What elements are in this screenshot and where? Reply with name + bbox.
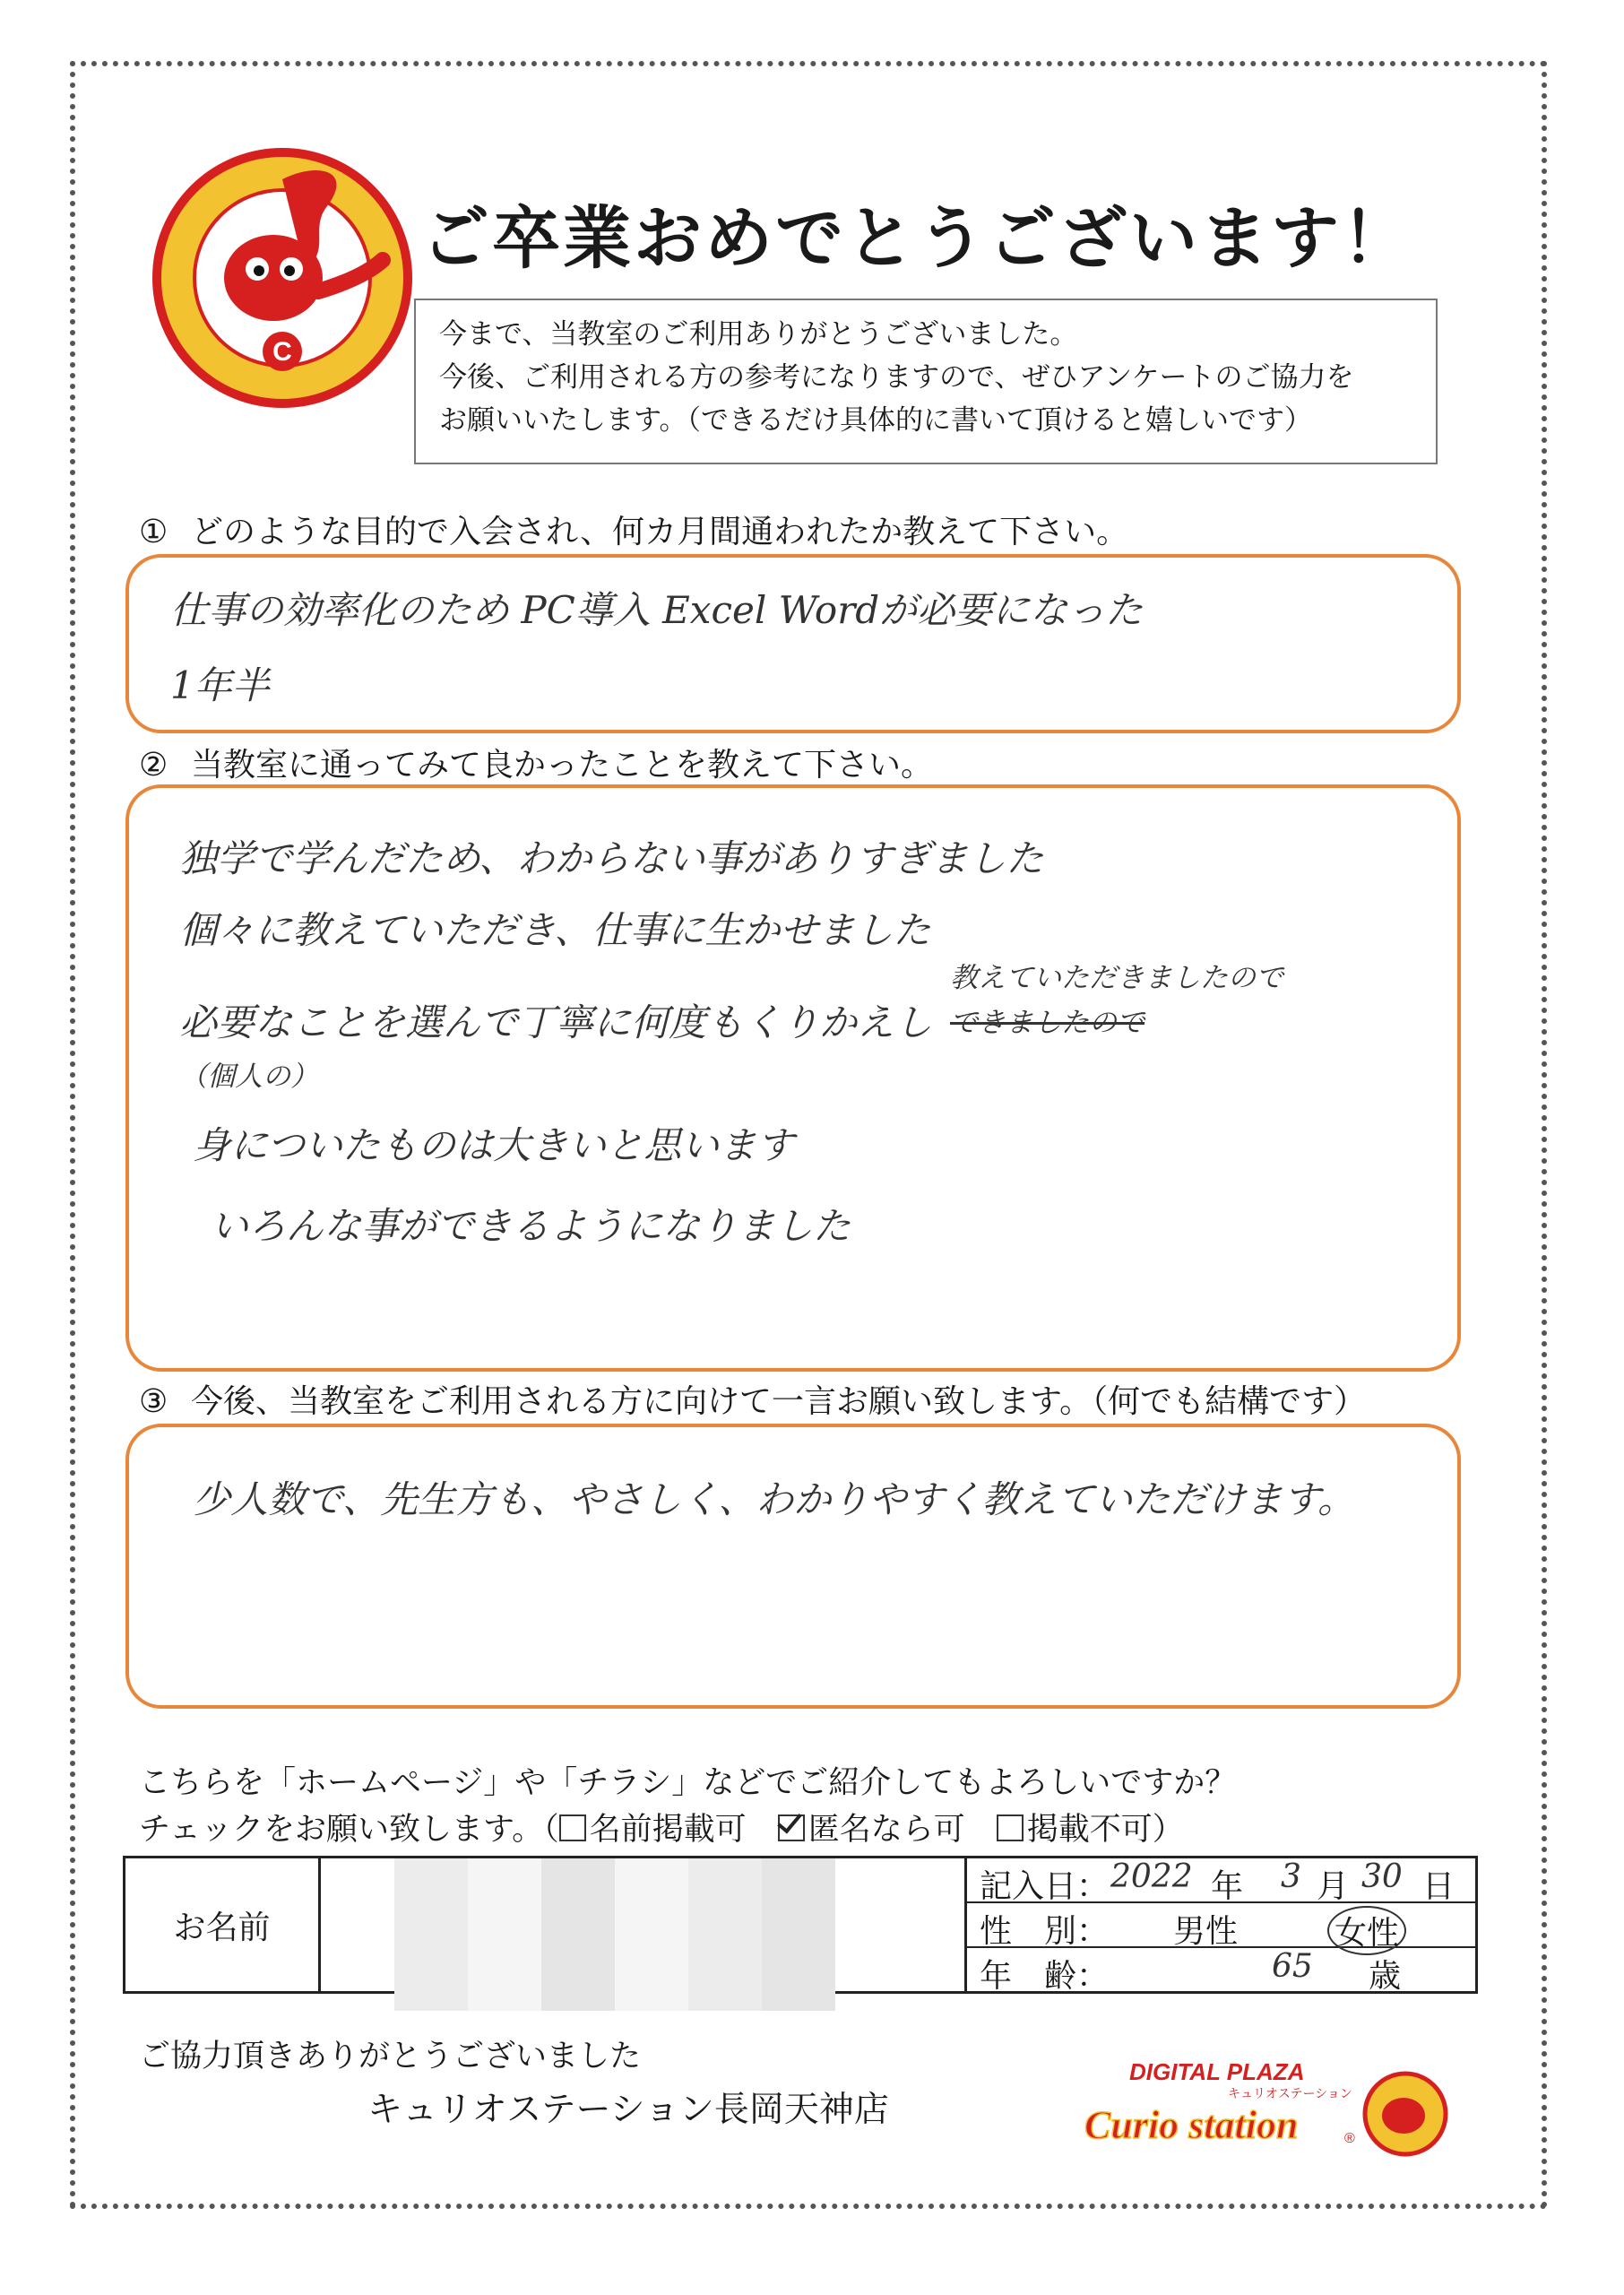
handwritten-answer: （個人の） — [179, 1061, 318, 1093]
svg-text:C: C — [272, 337, 292, 367]
store-name: キュリオステーション長岡天神店 — [367, 2090, 889, 2130]
consent-options — [139, 1806, 1236, 1853]
question-number: ① — [139, 514, 168, 550]
consent-question: こちらを「ホームページ」や「チラシ」などでご紹介してもよろしいですか？ — [139, 1765, 1237, 1801]
intro-line: 今後、ご利用される方の参考になりますので、ぜひアンケートのご協力を — [439, 361, 1354, 394]
name-label: お名前 — [125, 1858, 320, 1993]
gender-female-circled[interactable]: 女性 — [1327, 1906, 1406, 1955]
meta-cell — [966, 1858, 1477, 1993]
date-month: 3 — [1281, 1858, 1301, 1895]
question-number: ③ — [139, 1383, 168, 1420]
gender-row — [967, 1903, 1475, 1952]
option-label: 掲載不可 — [1026, 1812, 1153, 1848]
handwritten-answer: 仕事の効率化のため PC導入 Excel Wordが必要になった — [170, 588, 1144, 632]
question-1 — [139, 507, 1128, 552]
handwritten-insert: 教えていただきましたので — [950, 962, 1283, 994]
checkbox-name-ok[interactable] — [559, 1814, 586, 1841]
curio-station-brand-logo — [1075, 2053, 1452, 2169]
question-number: ② — [139, 747, 168, 784]
day-unit: 日 — [1422, 1868, 1456, 1905]
intro-line: 今まで、当教室のご利用ありがとうございました。 — [439, 318, 1078, 351]
answer-box-3 — [125, 1424, 1461, 1709]
handwritten-answer: 少人数で、先生方も、やさしく、わかりやすく教えていただけます。 — [193, 1477, 1355, 1521]
brand-kana: キュリオステーション — [1228, 2086, 1352, 2100]
name-redaction-mosaic — [394, 1858, 835, 2011]
intro-line: お願いいたします。（できるだけ具体的に書いて頂けると嬉しいです） — [439, 404, 1313, 437]
consent-prefix: チェックをお願い致します。（ — [139, 1812, 559, 1848]
brand-main: Curio station — [1084, 2103, 1299, 2147]
date-label: 記入日： — [980, 1868, 1110, 1905]
page-title: ご卒業おめでとうございます！ — [421, 198, 1412, 278]
handwritten-answer: 必要なことを選んで丁寧に何度もくりかえし — [179, 1000, 933, 1044]
date-day: 30 — [1361, 1858, 1403, 1895]
handwritten-answer: 身についたものは大きいと思います — [193, 1123, 795, 1167]
checkbox-no-publish[interactable] — [997, 1814, 1024, 1841]
gender-label: 性 別： — [980, 1913, 1110, 1950]
year-unit: 年 — [1211, 1868, 1244, 1905]
option-label: 名前掲載可 — [589, 1812, 747, 1848]
curio-station-logo — [148, 143, 417, 412]
consent-suffix: ） — [1152, 1812, 1184, 1848]
question-2 — [139, 740, 933, 785]
age-unit: 歳 — [1369, 1958, 1402, 1995]
intro-box — [414, 299, 1438, 464]
handwritten-answer: いろんな事ができるようになりました — [211, 1204, 851, 1248]
handwritten-answer: 独学で学んだため、わからない事がありすぎました — [179, 836, 1044, 880]
age-row — [967, 1948, 1475, 1995]
thanks-text: ご協力頂きありがとうございました — [139, 2039, 642, 2074]
age-value: 65 — [1272, 1948, 1313, 1985]
question-text: 当教室に通ってみて良かったことを教えて下さい。 — [191, 747, 934, 784]
date-row — [967, 1858, 1475, 1903]
publication-consent — [139, 1760, 1236, 1853]
option-label: 匿名なら可 — [808, 1812, 965, 1848]
handwritten-answer: 1年半 — [170, 663, 270, 707]
checkbox-anonymous-ok[interactable] — [778, 1814, 805, 1841]
date-year: 2022 — [1110, 1858, 1193, 1895]
struck-out-text: できましたので — [950, 1007, 1145, 1039]
brand-top: DIGITAL PLAZA — [1129, 2058, 1305, 2085]
handwritten-answer: 個々に教えていただき、仕事に生かせました — [179, 908, 931, 952]
question-3 — [139, 1376, 1366, 1422]
age-label: 年 齢： — [980, 1958, 1110, 1995]
brand-mark: ® — [1344, 2131, 1355, 2146]
gender-male[interactable]: 男性 — [1173, 1913, 1239, 1950]
month-unit: 月 — [1317, 1868, 1350, 1905]
question-text: 今後、当教室をご利用される方に向けて一言お願い致します。（何でも結構です） — [191, 1383, 1367, 1420]
question-text: どのような目的で入会され、何カ月間通われたか教えて下さい。 — [191, 514, 1129, 550]
